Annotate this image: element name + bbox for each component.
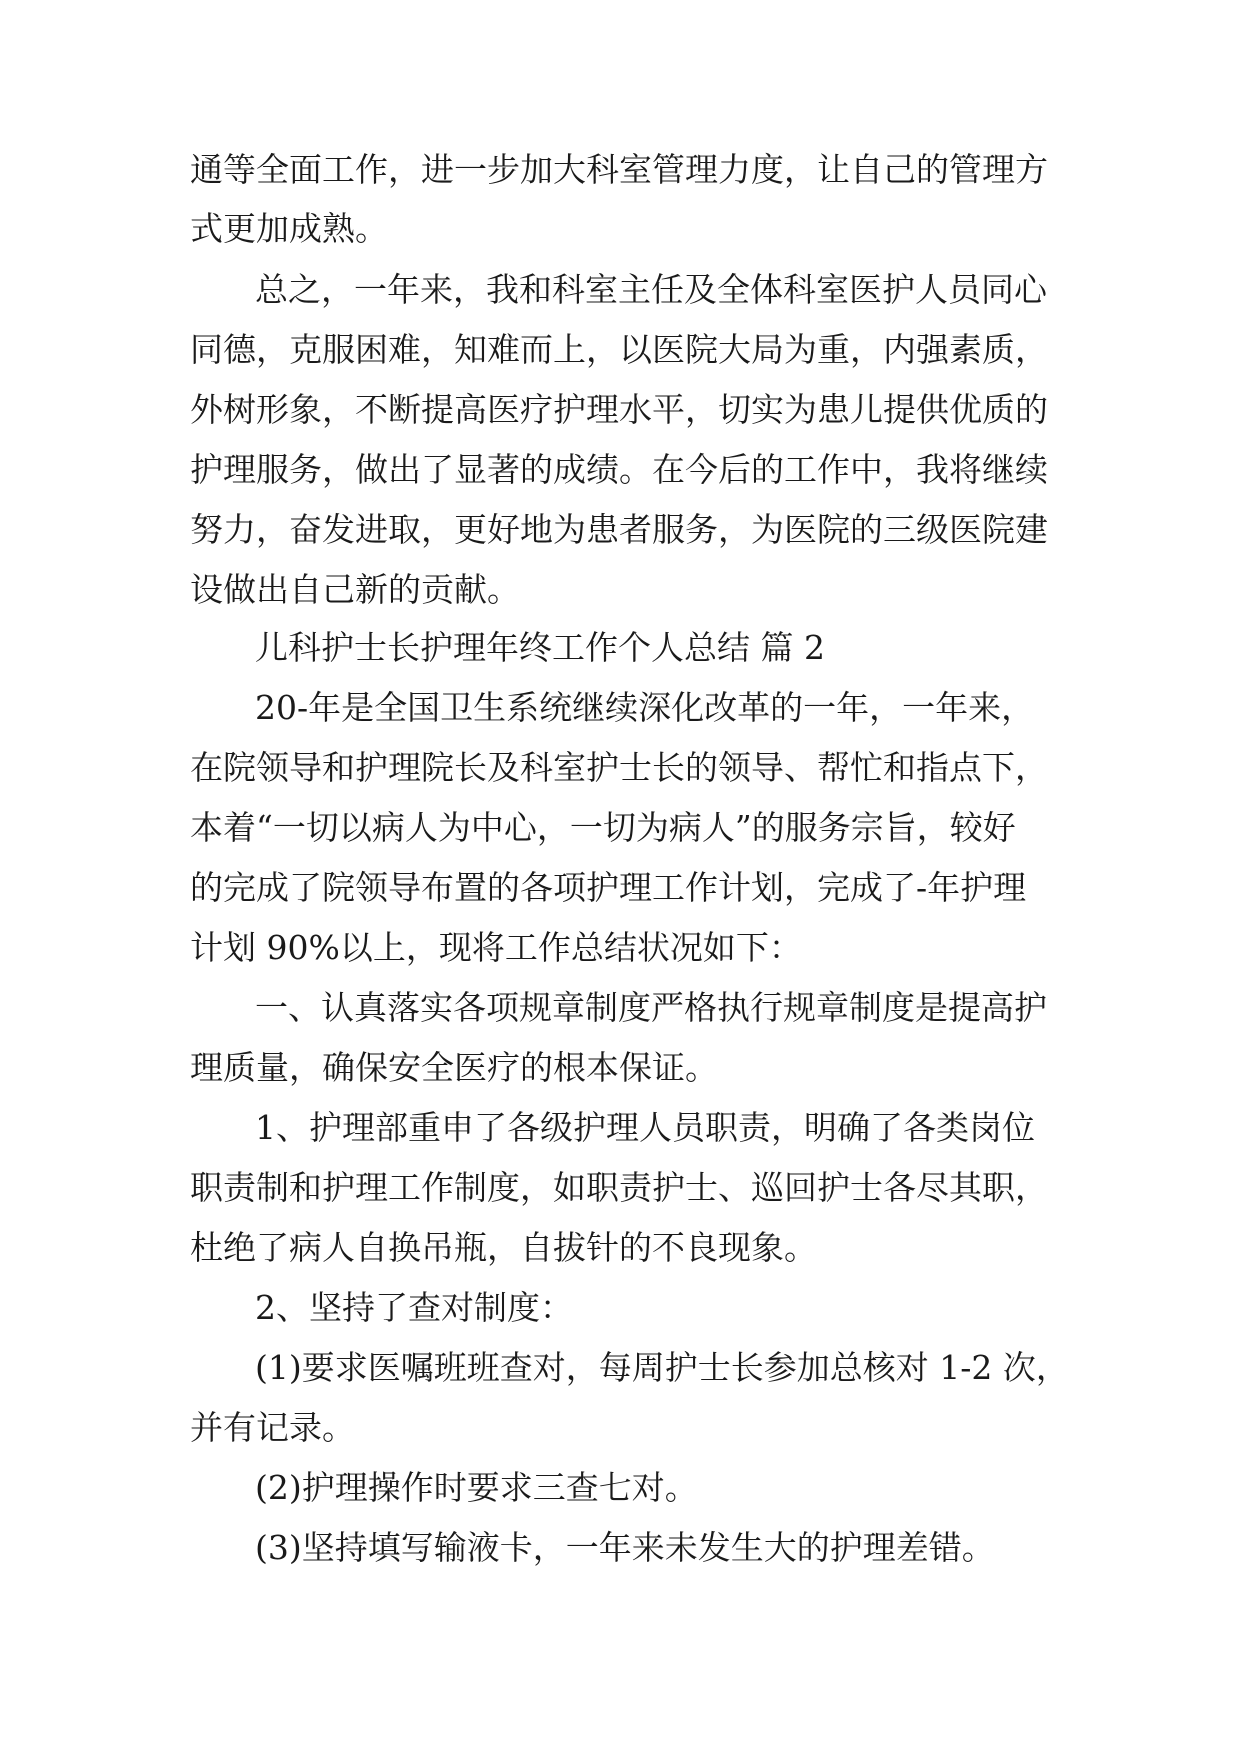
text-line: 努力，奋发进取，更好地为患者服务，为医院的三级医院建 <box>190 510 1048 549</box>
paragraph-start-line: 20-年是全国卫生系统继续深化改革的一年，一年来， <box>255 688 1035 727</box>
text-line: 职责制和护理工作制度，如职责护士、巡回护士各尽其职， <box>190 1168 1048 1207</box>
text-line: 理质量，确保安全医疗的根本保证。 <box>190 1048 718 1087</box>
paragraph-start-line: 2、坚持了查对制度： <box>255 1288 573 1327</box>
text-line: 式更加成熟。 <box>190 209 388 248</box>
text-line: 护理服务，做出了显著的成绩。在今后的工作中，我将继续 <box>190 450 1048 489</box>
text-line: 同德，克服困难，知难而上，以医院大局为重，内强素质， <box>190 330 1048 369</box>
text-line: 设做出自己新的贡献。 <box>190 570 520 609</box>
text-line: 通等全面工作，进一步加大科室管理力度，让自己的管理方 <box>190 150 1048 189</box>
text-line: 本着“一切以病人为中心，一切为病人”的服务宗旨，较好 <box>190 808 1016 847</box>
section-heading: 儿科护士长护理年终工作个人总结 篇 2 <box>255 628 825 667</box>
text-line: 计划 90%以上，现将工作总结状况如下： <box>190 928 802 967</box>
text-line: 杜绝了病人自换吊瓶，自拔针的不良现象。 <box>190 1228 817 1267</box>
paragraph-start-line: 1、护理部重申了各级护理人员职责，明确了各类岗位 <box>255 1108 1035 1147</box>
text-line: 的完成了院领导布置的各项护理工作计划，完成了-年护理 <box>190 868 1027 907</box>
paragraph-start-line: 一、认真落实各项规章制度严格执行规章制度是提高护 <box>255 988 1047 1027</box>
list-item-line: (1)要求医嘱班班查对，每周护士长参加总核对 1-2 次， <box>255 1348 1069 1387</box>
text-line: 在院领导和护理院长及科室护士长的领导、帮忙和指点下， <box>190 748 1048 787</box>
list-item-line: (2)护理操作时要求三查七对。 <box>255 1468 698 1507</box>
list-item-line: (3)坚持填写输液卡，一年来未发生大的护理差错。 <box>255 1528 995 1567</box>
paragraph-start-line: 总之，一年来，我和科室主任及全体科室医护人员同心 <box>255 270 1047 309</box>
text-line: 外树形象，不断提高医疗护理水平，切实为患儿提供优质的 <box>190 390 1048 429</box>
text-line: 并有记录。 <box>190 1408 355 1447</box>
